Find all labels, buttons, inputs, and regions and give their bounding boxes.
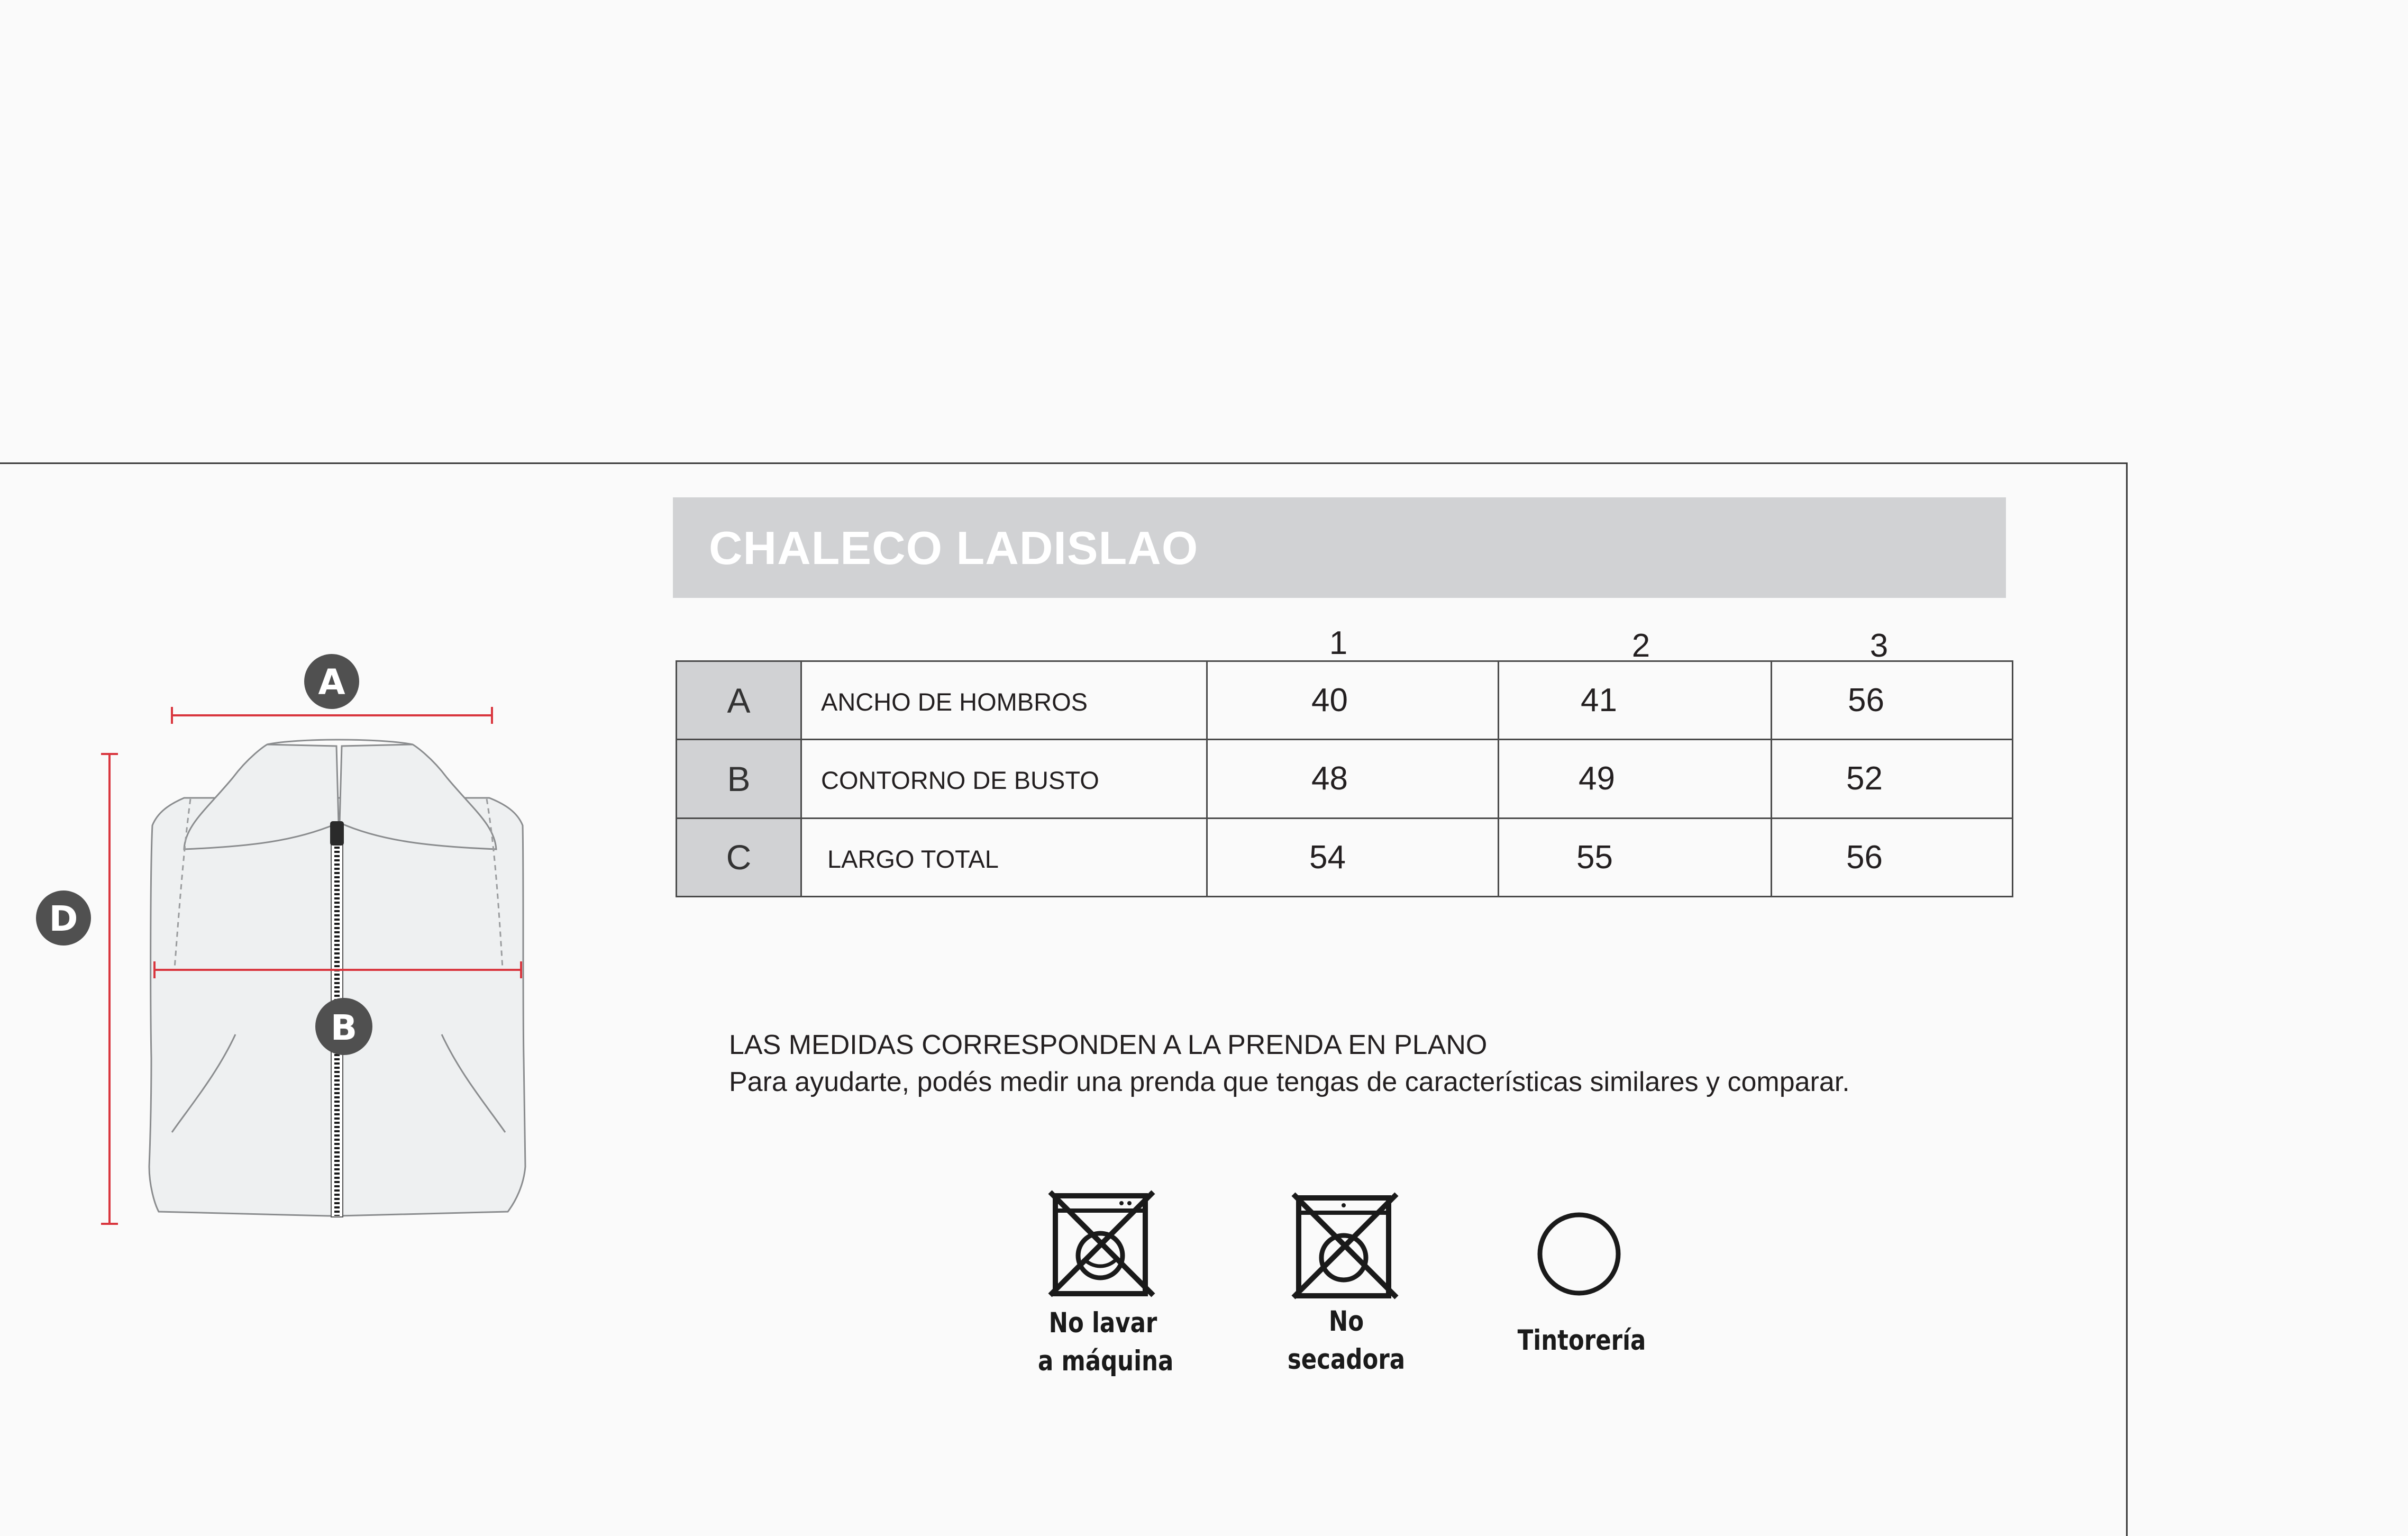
table-cell: 54	[1207, 818, 1499, 896]
vest-diagram	[0, 624, 582, 1259]
dry-clean-icon	[1534, 1209, 1624, 1299]
row-letter: C	[677, 818, 801, 896]
table-cell: 56	[1772, 818, 2013, 896]
measure-line-a	[172, 707, 492, 724]
table-row	[677, 740, 2013, 818]
table-row	[677, 818, 2013, 896]
measure-line-d	[101, 754, 118, 1224]
marker-a: A	[318, 662, 345, 703]
size-header-3: 3	[1869, 628, 1889, 664]
row-letter: B	[677, 740, 801, 818]
care-label-line: a máquina	[1038, 1345, 1174, 1377]
care-label-line: No	[1328, 1305, 1364, 1338]
size-table	[676, 660, 2013, 897]
table-cell: 41	[1499, 661, 1772, 740]
page-title: CHALECO LADISLAO	[709, 522, 1199, 574]
measurement-notes	[729, 1026, 1850, 1101]
care-label-line: secadora	[1287, 1343, 1406, 1376]
row-label: LARGO TOTAL	[801, 818, 1207, 896]
marker-d: D	[49, 898, 78, 939]
note-line-2: Para ayudarte, podés medir una prenda que tengas de características similares y comparar.	[729, 1067, 1850, 1097]
care-label-line: No lavar	[1048, 1307, 1157, 1339]
table-cell: 56	[1772, 661, 2013, 740]
vest-icon	[149, 740, 525, 1217]
table-cell: 52	[1772, 740, 2013, 818]
table-cell: 40	[1207, 661, 1499, 740]
care-label-dry-clean	[1517, 1322, 1647, 1360]
care-label-no-dryer	[1281, 1303, 1411, 1379]
marker-b: B	[330, 1007, 358, 1048]
care-label-no-wash	[1038, 1304, 1174, 1380]
table-cell: 49	[1499, 740, 1772, 818]
care-label-line: Tintorería	[1517, 1324, 1646, 1357]
row-label: ANCHO DE HOMBROS	[801, 661, 1207, 740]
no-dryer-icon	[1291, 1192, 1402, 1303]
no-machine-wash-icon	[1047, 1189, 1159, 1301]
note-line-1: LAS MEDIDAS CORRESPONDEN A LA PRENDA EN PLANO	[729, 1030, 1488, 1060]
table-row	[677, 661, 2013, 740]
table-cell: 48	[1207, 740, 1499, 818]
size-header-2: 2	[1631, 628, 1650, 664]
size-header-1: 1	[1329, 625, 1348, 661]
row-label: CONTORNO DE BUSTO	[801, 740, 1207, 818]
table-cell: 55	[1499, 818, 1772, 896]
row-letter: A	[677, 661, 801, 740]
